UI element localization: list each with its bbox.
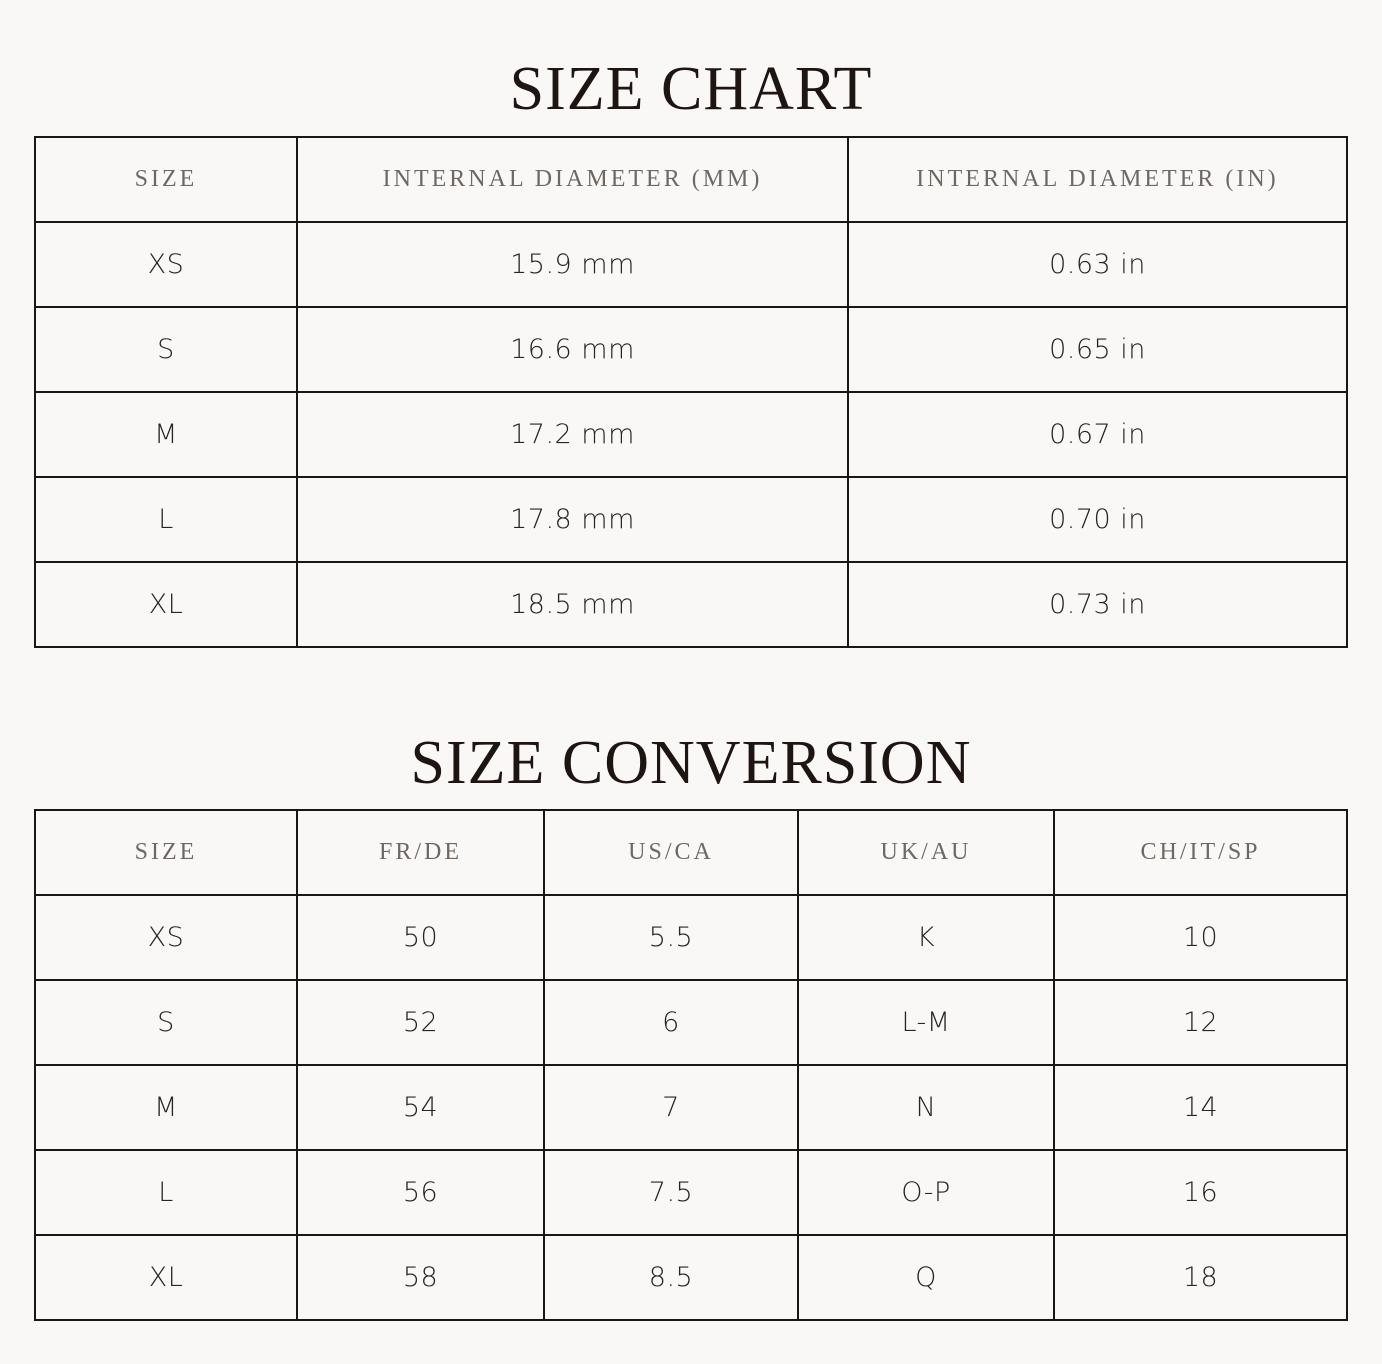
diameter-mm-cell: 18.5 mm [297, 562, 848, 647]
table-row [35, 222, 1347, 307]
diameter-mm-cell: 15.9 mm [297, 222, 848, 307]
size-cell: XL [35, 1235, 297, 1320]
table-row [35, 392, 1347, 477]
size-cell: S [35, 980, 297, 1065]
ch-it-sp-cell: 10 [1054, 895, 1347, 980]
size-cell: XS [35, 895, 297, 980]
size-chart-title: SIZE CHART [509, 55, 873, 123]
fr-de-cell: 56 [297, 1150, 544, 1235]
ch-it-sp-cell: 16 [1054, 1150, 1347, 1235]
table-row [35, 562, 1347, 647]
diameter-in-cell: 0.67 in [848, 392, 1347, 477]
diameter-in-cell: 0.73 in [848, 562, 1347, 647]
size-cell: L [35, 1150, 297, 1235]
diameter-in-cell: 0.65 in [848, 307, 1347, 392]
size-chart-header-diameter-mm: INTERNAL DIAMETER (MM) [297, 137, 848, 222]
size-conversion-header-uk-au: UK/AU [798, 810, 1054, 895]
size-conversion-header-fr-de: FR/DE [297, 810, 544, 895]
fr-de-cell: 58 [297, 1235, 544, 1320]
table-row [35, 1065, 1347, 1150]
size-conversion-title: SIZE CONVERSION [410, 729, 972, 797]
table-row [35, 307, 1347, 392]
size-cell: XL [35, 562, 297, 647]
size-conversion-table [34, 809, 1348, 1321]
fr-de-cell: 54 [297, 1065, 544, 1150]
size-cell: S [35, 307, 297, 392]
diameter-mm-cell: 16.6 mm [297, 307, 848, 392]
ch-it-sp-cell: 18 [1054, 1235, 1347, 1320]
uk-au-cell: Q [798, 1235, 1054, 1320]
size-cell: M [35, 1065, 297, 1150]
uk-au-cell: O-P [798, 1150, 1054, 1235]
us-ca-cell: 8.5 [544, 1235, 798, 1320]
table-row [35, 477, 1347, 562]
size-chart-header-row [35, 137, 1347, 222]
size-conversion-header-size: SIZE [35, 810, 297, 895]
fr-de-cell: 52 [297, 980, 544, 1065]
size-chart-header-diameter-in: INTERNAL DIAMETER (IN) [848, 137, 1347, 222]
size-chart-table [34, 136, 1348, 648]
size-cell: M [35, 392, 297, 477]
diameter-in-cell: 0.70 in [848, 477, 1347, 562]
table-row [35, 1235, 1347, 1320]
fr-de-cell: 50 [297, 895, 544, 980]
ch-it-sp-cell: 14 [1054, 1065, 1347, 1150]
us-ca-cell: 7.5 [544, 1150, 798, 1235]
uk-au-cell: N [798, 1065, 1054, 1150]
size-chart-header-size: SIZE [35, 137, 297, 222]
size-cell: L [35, 477, 297, 562]
size-conversion-header-row [35, 810, 1347, 895]
uk-au-cell: L-M [798, 980, 1054, 1065]
size-cell: XS [35, 222, 297, 307]
uk-au-cell: K [798, 895, 1054, 980]
us-ca-cell: 5.5 [544, 895, 798, 980]
table-row [35, 980, 1347, 1065]
diameter-mm-cell: 17.2 mm [297, 392, 848, 477]
us-ca-cell: 6 [544, 980, 798, 1065]
diameter-mm-cell: 17.8 mm [297, 477, 848, 562]
ch-it-sp-cell: 12 [1054, 980, 1347, 1065]
table-row [35, 1150, 1347, 1235]
us-ca-cell: 7 [544, 1065, 798, 1150]
diameter-in-cell: 0.63 in [848, 222, 1347, 307]
table-row [35, 895, 1347, 980]
size-conversion-header-us-ca: US/CA [544, 810, 798, 895]
size-conversion-header-ch-it-sp: CH/IT/SP [1054, 810, 1347, 895]
